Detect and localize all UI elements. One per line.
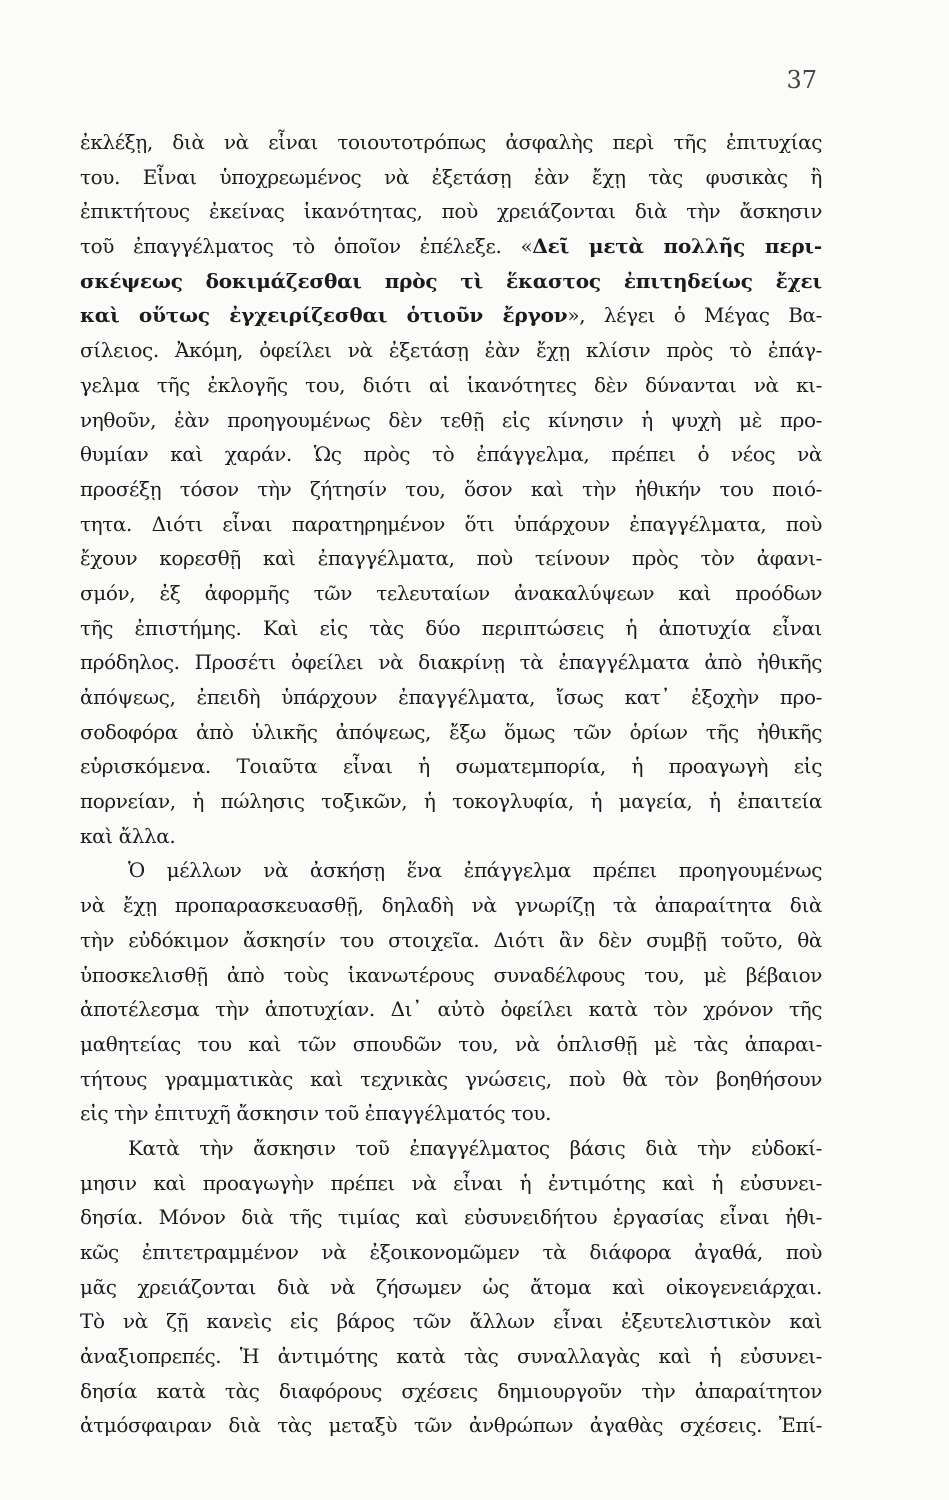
text-line xyxy=(80,298,822,333)
text-line: ἀτμόσφαιραν διὰ τὰς μεταξὺ τῶν ἀνθρώπων ἀγαθὰς σχέσεις. Ἐπί- xyxy=(80,1413,822,1438)
text-line: σίλειος. Ἀκόμη, ὀφείλει νὰ ἐξετάσῃ ἐὰν ἔχῃ κλίσιν πρὸς τὸ ἐπάγ- xyxy=(80,338,822,363)
text-line: γελμα τῆς ἐκλογῆς του, διότι αἱ ἱκανότητες δὲν δύνανται νὰ κι- xyxy=(80,372,822,397)
text-line: τήτους γραμματικὰς καὶ τεχνικὰς γνώσεις, ποὺ θὰ τὸν βοηθήσουν xyxy=(80,1066,822,1091)
text-line: δησία. Μόνον διὰ τῆς τιμίας καὶ εὐσυνειδήτου ἐργασίας εἶναι ἠθι- xyxy=(80,1205,822,1230)
text-line: μαθητείας του καὶ τῶν σπουδῶν του, νὰ ὁπλισθῇ μὲ τὰς ἀπαραι- xyxy=(80,1031,822,1056)
text-line: τὴν εὐδόκιμον ἄσκησίν του στοιχεῖα. Διότι ἂν δὲν συμβῇ τοῦτο, θὰ xyxy=(80,927,822,952)
text-line: ἐκλέξῃ, διὰ νὰ εἶναι τοιουτοτρόπως ἀσφαλὴς περὶ τῆς ἐπιτυχίας xyxy=(80,130,822,154)
text-line: μησιν καὶ προαγωγὴν πρέπει νὰ εἶναι ἡ ἐντιμότης καὶ ἡ εὐσυνει- xyxy=(80,1170,822,1195)
text-line xyxy=(80,229,822,264)
text-line: θυμίαν καὶ χαράν. Ὡς πρὸς τὸ ἐπάγγελμα, πρέπει ὁ νέος νὰ xyxy=(80,442,822,467)
text-line: ἀποτέλεσμα τὴν ἀποτυχίαν. Δι᾽ αὐτὸ ὀφείλει κατὰ τὸν χρόνον τῆς xyxy=(80,997,822,1022)
text-segment: », λέγει ὁ Μέγας Βα- xyxy=(567,303,822,328)
text-line: σοδοφόρα ἀπὸ ὑλικῆς ἀπόψεως, ἔξω ὅμως τῶν ὁρίων τῆς ἠθικῆς xyxy=(80,719,822,744)
text-line: Κατὰ τὴν ἄσκησιν τοῦ ἐπαγγέλματος βάσις διὰ τὴν εὐδοκί- xyxy=(128,1135,822,1160)
text-line: ἀπόψεως, ἐπειδὴ ὑπάρχουν ἐπαγγέλματα, ἴσως κατ᾽ ἐξοχὴν προ- xyxy=(80,685,822,709)
text-line: Ὁ μέλλων νὰ ἀσκήσῃ ἕνα ἐπάγγελμα πρέπει προηγουμένως xyxy=(128,858,822,883)
text-line: καὶ ἄλλα. xyxy=(80,823,176,848)
body-text xyxy=(80,125,822,1443)
text-line: του. Εἶναι ὑποχρεωμένος νὰ ἐξετάσῃ ἐὰν ἔχῃ τὰς φυσικὰς ἢ xyxy=(80,164,822,189)
text-line: ὑποσκελισθῇ ἀπὸ τοὺς ἱκανωτέρους συναδέλφους του, μὲ βέβαιον xyxy=(80,962,822,987)
text-line: μᾶς χρειάζονται διὰ νὰ ζήσωμεν ὡς ἄτομα καὶ οἰκογενειάρχαι. xyxy=(80,1274,822,1299)
text-line xyxy=(80,264,822,299)
page-number: 37 xyxy=(786,66,817,94)
emphasized-quote: καὶ οὕτως ἐγχειρίζεσθαι ὁτιοῦν ἔργον xyxy=(80,303,568,328)
text-line: ἔχουν κορεσθῇ καὶ ἐπαγγέλματα, ποὺ τείνουν πρὸς τὸν ἀφανι- xyxy=(80,546,822,571)
text-line: νηθοῦν, ἐὰν προηγουμένως δὲν τεθῇ εἰς κίνησιν ἡ ψυχὴ μὲ προ- xyxy=(80,407,822,432)
text-line: τητα. Διότι εἶναι παρατηρημένον ὅτι ὑπάρχουν ἐπαγγέλματα, ποὺ xyxy=(80,511,822,536)
text-line: εὑρισκόμενα. Τοιαῦτα εἶναι ἡ σωματεμπορία, ἡ προαγωγὴ εἰς xyxy=(80,754,822,779)
text-line: πρόδηλος. Προσέτι ὀφείλει νὰ διακρίνῃ τὰ ἐπαγγέλματα ἀπὸ ἠθικῆς xyxy=(80,650,822,675)
text-line: τῆς ἐπιστήμης. Καὶ εἰς τὰς δύο περιπτώσεις ἡ ἀποτυχία εἶναι xyxy=(80,615,822,640)
text-line: ἀναξιοπρεπές. Ἡ ἀντιμότης κατὰ τὰς συναλλαγὰς καὶ ἡ εὐσυνει- xyxy=(80,1344,822,1369)
text-line: εἰς τὴν ἐπιτυχῆ ἄσκησιν τοῦ ἐπαγγέλματός του. xyxy=(80,1101,552,1126)
text-line: πορνείαν, ἡ πώλησις τοξικῶν, ἡ τοκογλυφία, ἡ μαγεία, ἡ ἐπαιτεία xyxy=(80,789,822,814)
text-line: προσέξῃ τόσον τὴν ζήτησίν του, ὅσον καὶ τὴν ἠθικήν του ποιό- xyxy=(80,476,822,501)
text-line: κῶς ἐπιτετραμμένον νὰ ἐξοικονομῶμεν τὰ διάφορα ἀγαθά, ποὺ xyxy=(80,1240,822,1264)
text-segment: τοῦ ἐπαγγέλματος τὸ ὁποῖον ἐπέλεξε. « xyxy=(80,234,533,259)
emphasized-quote: Δεῖ μετὰ πολλῆς περι- xyxy=(532,234,822,259)
text-line: νὰ ἔχῃ προπαρασκευασθῇ, δηλαδὴ νὰ γνωρίζῃ τὰ ἀπαραίτητα διὰ xyxy=(80,893,822,918)
emphasized-quote: σκέψεως δοκιμάζεσθαι πρὸς τὶ ἕκαστος ἐπιτηδείως ἔχει xyxy=(80,268,822,293)
text-line: δησία κατὰ τὰς διαφόρους σχέσεις δημιουργοῦν τὴν ἀπαραίτητον xyxy=(80,1378,822,1403)
text-line: σμόν, ἐξ ἀφορμῆς τῶν τελευταίων ἀνακαλύψεων καὶ προόδων xyxy=(80,580,822,605)
text-line: Τὸ νὰ ζῇ κανεὶς εἰς βάρος τῶν ἄλλων εἶναι ἐξευτελιστικὸν καὶ xyxy=(80,1309,822,1334)
text-line: ἐπικτήτους ἐκείνας ἱκανότητας, ποὺ χρειάζονται διὰ τὴν ἄσκησιν xyxy=(80,199,822,224)
